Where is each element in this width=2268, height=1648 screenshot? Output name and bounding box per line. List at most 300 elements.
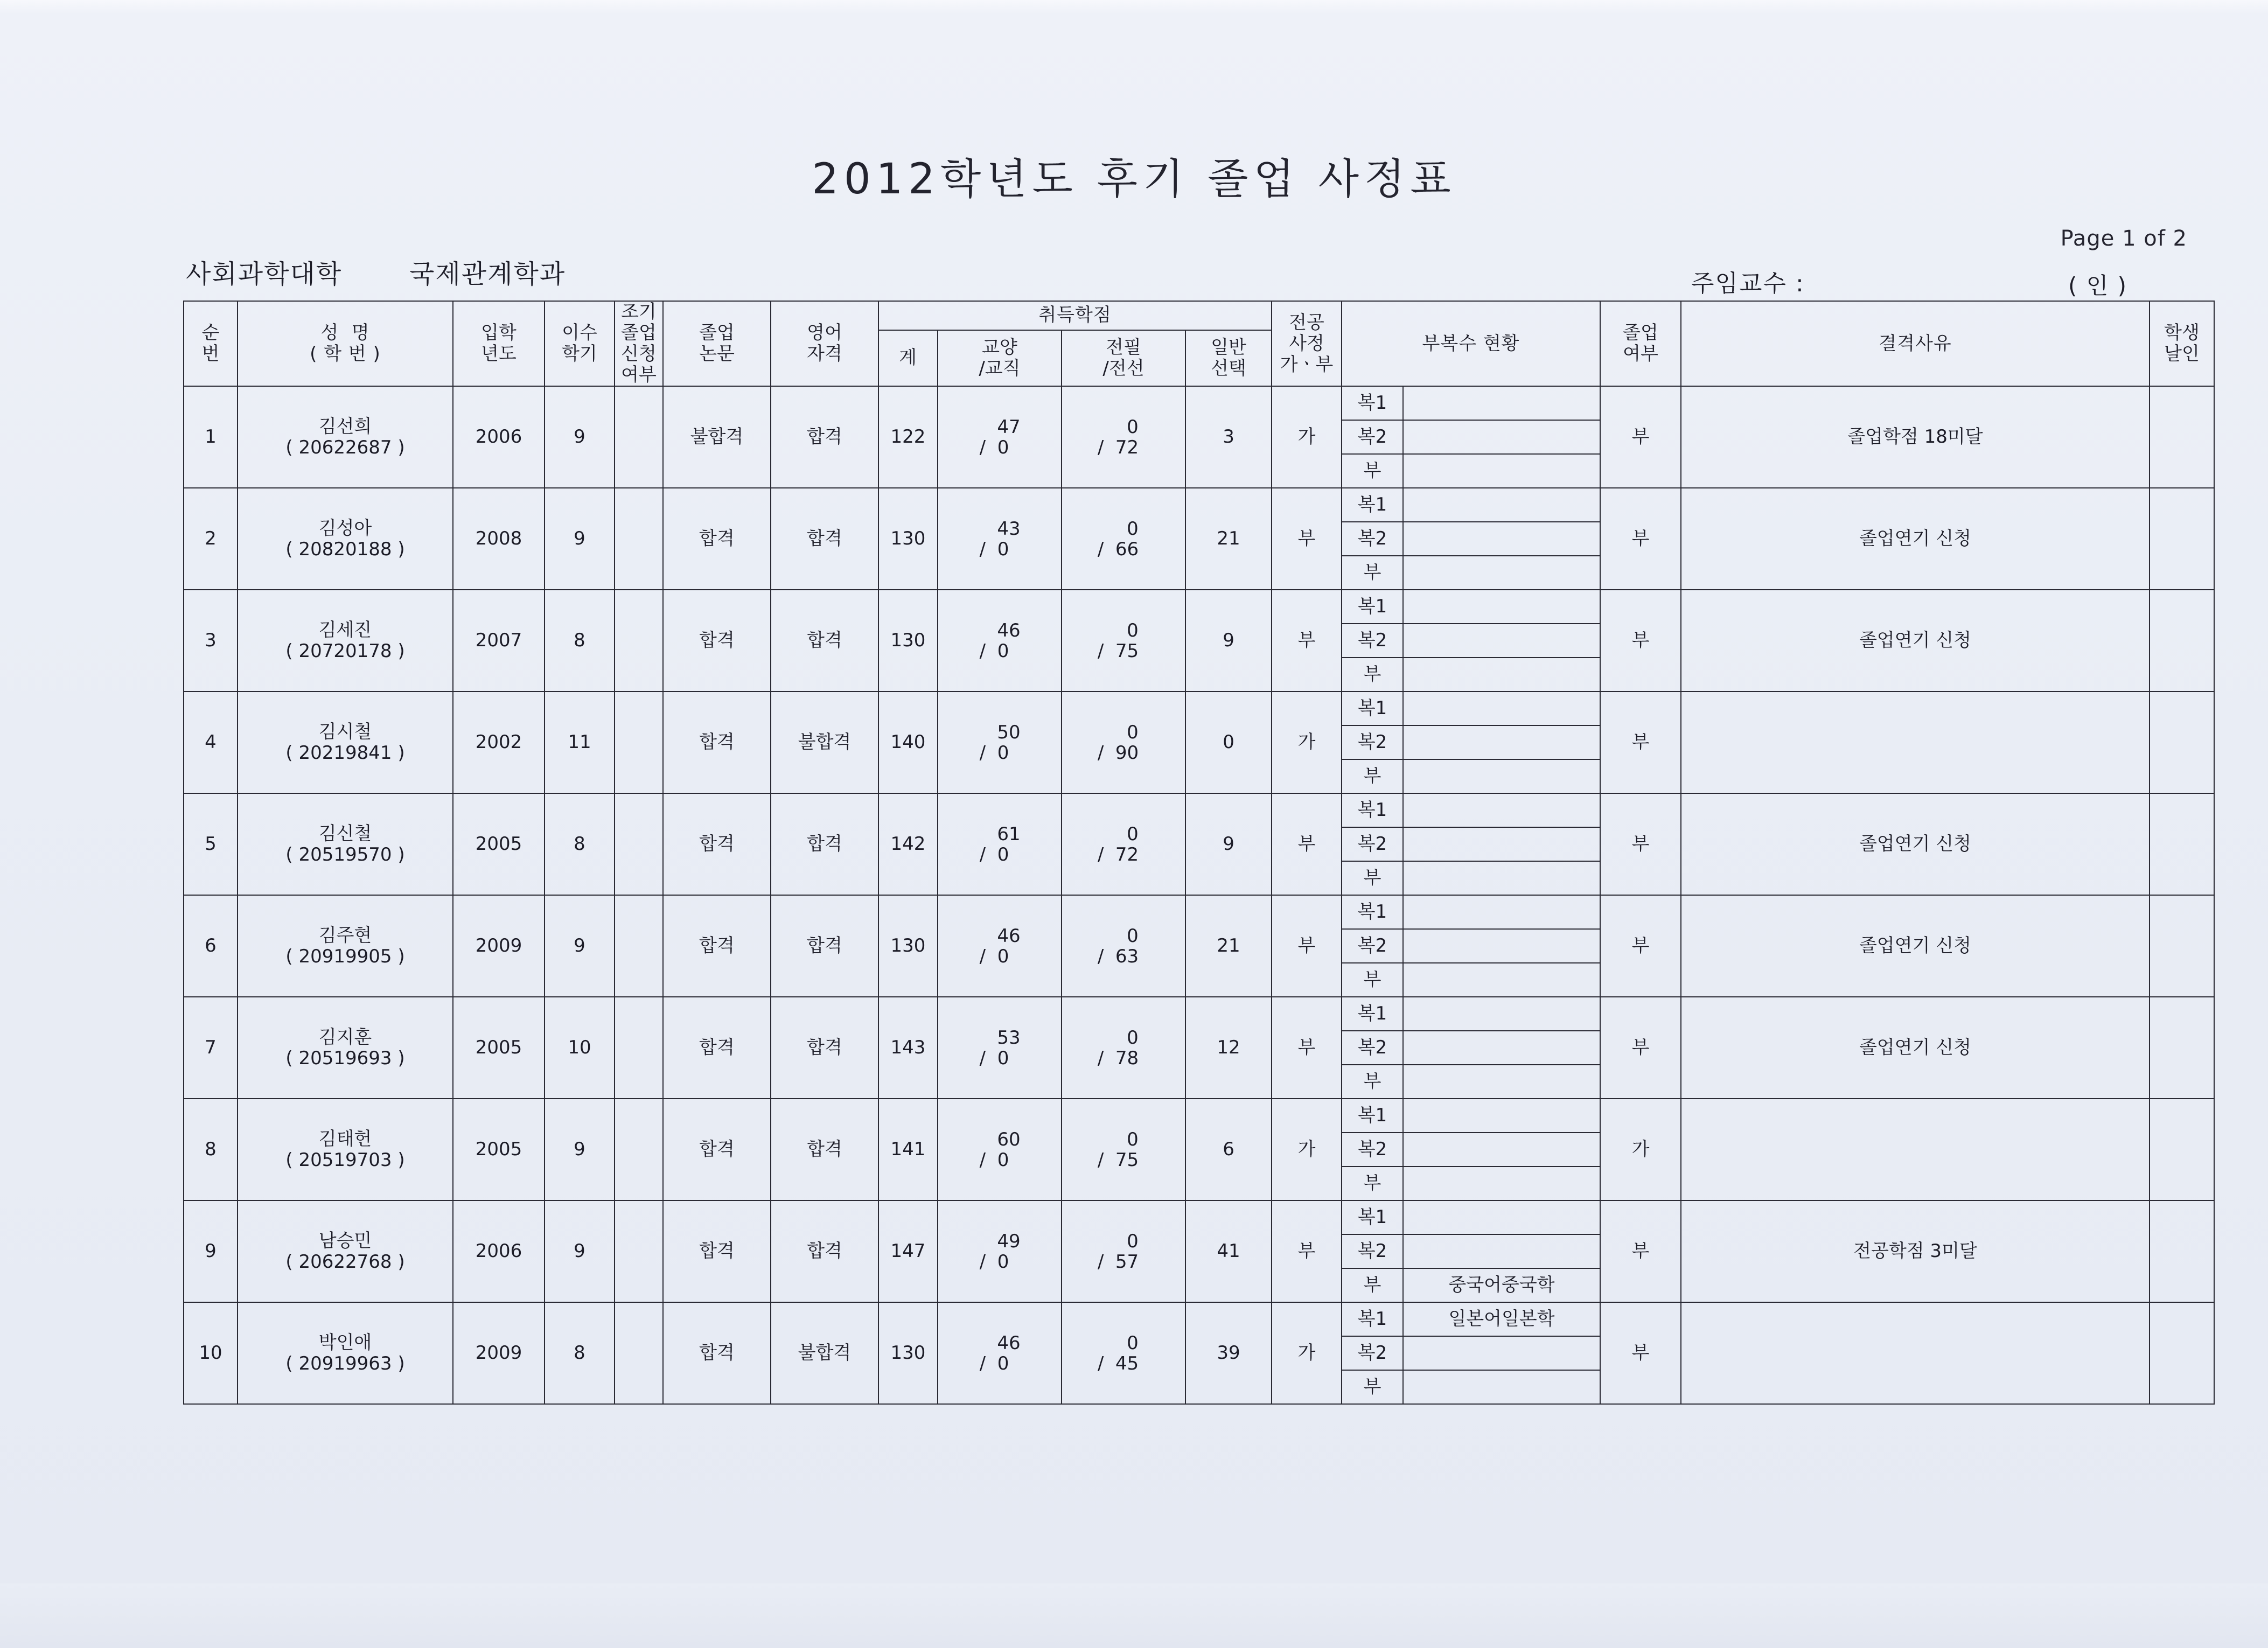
th-name: 성 명 ( 학 번 ) bbox=[238, 301, 453, 386]
cell-english: 합격 bbox=[771, 590, 878, 692]
cell-english: 합격 bbox=[771, 793, 878, 895]
table-row bbox=[184, 895, 2214, 997]
th-reason: 결격사유 bbox=[1681, 301, 2150, 386]
cell-name bbox=[238, 1302, 453, 1404]
credits-major-top: 0 bbox=[1127, 1026, 1139, 1049]
cell-credits-total: 130 bbox=[878, 590, 938, 692]
page-indicator: Page 1 of 2 bbox=[2060, 226, 2187, 251]
bok2-value bbox=[1403, 827, 1600, 861]
credits-liberal-top: 49 bbox=[997, 1230, 1021, 1252]
cell-reason: 졸업연기 신청 bbox=[1681, 997, 2150, 1099]
bok1-value: 일본어일본학 bbox=[1403, 1303, 1600, 1336]
cell-major-eval: 부 bbox=[1272, 997, 1342, 1099]
bok1-label: 복1 bbox=[1342, 692, 1403, 725]
student-name: 남승민 bbox=[318, 1230, 372, 1252]
cell-credits-major bbox=[1062, 1200, 1185, 1302]
cell-early-graduation bbox=[615, 386, 663, 488]
cell-reason: 전공학점 3미달 bbox=[1681, 1200, 2150, 1302]
bu-label: 부 bbox=[1342, 861, 1403, 895]
bu-value bbox=[1403, 1167, 1600, 1200]
bu-value bbox=[1403, 658, 1600, 691]
bok2-value bbox=[1403, 929, 1600, 963]
bu-value bbox=[1403, 1065, 1600, 1098]
bok2-label: 복2 bbox=[1342, 827, 1403, 861]
cell-credits-total: 140 bbox=[878, 692, 938, 793]
cell-early-graduation bbox=[615, 793, 663, 895]
professor-signature-label: 주임교수 : bbox=[1691, 270, 1805, 297]
bok2-label: 복2 bbox=[1342, 1336, 1403, 1370]
cell-admission-year: 2007 bbox=[453, 590, 545, 692]
cell-student-seal bbox=[2150, 692, 2214, 793]
cell-credits-major bbox=[1062, 997, 1185, 1099]
bok2-label: 복2 bbox=[1342, 624, 1403, 658]
cell-credits-free: 9 bbox=[1185, 590, 1272, 692]
cell-credits-free: 21 bbox=[1185, 895, 1272, 997]
bok2-label: 복2 bbox=[1342, 1133, 1403, 1167]
credits-major-bottom: / 57 bbox=[1097, 1251, 1139, 1273]
student-name: 김선희 bbox=[318, 415, 372, 437]
credits-liberal-bottom: / 0 bbox=[979, 742, 1009, 764]
cell-semesters: 9 bbox=[545, 895, 615, 997]
bok1-value bbox=[1403, 692, 1600, 725]
cell-credits-total: 130 bbox=[878, 895, 938, 997]
cell-student-seal bbox=[2150, 895, 2214, 997]
bok2-value bbox=[1403, 1336, 1600, 1370]
bok1-value bbox=[1403, 896, 1600, 929]
cell-english: 불합격 bbox=[771, 1302, 878, 1404]
th-credits-liberal: 교양 /교직 bbox=[938, 330, 1062, 387]
cell-reason: 졸업연기 신청 bbox=[1681, 488, 2150, 590]
cell-no: 1 bbox=[184, 386, 238, 488]
cell-name bbox=[238, 1200, 453, 1302]
bu-value bbox=[1403, 454, 1600, 487]
cell-name bbox=[238, 386, 453, 488]
cell-credits-total: 147 bbox=[878, 1200, 938, 1302]
bok1-value bbox=[1403, 794, 1600, 827]
cell-student-seal bbox=[2150, 997, 2214, 1099]
cell-graduation: 부 bbox=[1600, 1302, 1681, 1404]
cell-credits-major bbox=[1062, 590, 1185, 692]
bok1-label: 복1 bbox=[1342, 1099, 1403, 1133]
cell-credits-major bbox=[1062, 1099, 1185, 1200]
cell-credits-total: 141 bbox=[878, 1099, 938, 1200]
student-name: 김시철 bbox=[318, 721, 372, 743]
cell-reason: 졸업연기 신청 bbox=[1681, 895, 2150, 997]
cell-early-graduation bbox=[615, 997, 663, 1099]
cell-thesis: 합격 bbox=[663, 895, 771, 997]
cell-thesis: 합격 bbox=[663, 793, 771, 895]
student-id: ( 20519703 ) bbox=[285, 1149, 405, 1171]
credits-major-bottom: / 72 bbox=[1097, 436, 1139, 458]
cell-thesis: 합격 bbox=[663, 997, 771, 1099]
cell-student-seal bbox=[2150, 488, 2214, 590]
cell-thesis: 합격 bbox=[663, 488, 771, 590]
cell-credits-free: 0 bbox=[1185, 692, 1272, 793]
college-name: 사회과학대학 bbox=[186, 259, 343, 289]
student-name: 김신철 bbox=[318, 822, 372, 844]
cell-major-eval: 가 bbox=[1272, 1302, 1342, 1404]
student-name: 김지훈 bbox=[318, 1026, 372, 1048]
cell-no: 5 bbox=[184, 793, 238, 895]
credits-liberal-bottom: / 0 bbox=[979, 1352, 1009, 1374]
bu-value bbox=[1403, 861, 1600, 895]
cell-admission-year: 2005 bbox=[453, 793, 545, 895]
credits-major-bottom: / 63 bbox=[1097, 945, 1139, 967]
cell-semesters: 9 bbox=[545, 1200, 615, 1302]
cell-admission-year: 2008 bbox=[453, 488, 545, 590]
bu-label: 부 bbox=[1342, 1167, 1403, 1200]
bu-label: 부 bbox=[1342, 963, 1403, 996]
student-name: 김주현 bbox=[318, 924, 372, 946]
cell-credits-liberal bbox=[938, 895, 1062, 997]
student-name: 김성아 bbox=[318, 517, 372, 539]
cell-no: 9 bbox=[184, 1200, 238, 1302]
credits-major-top: 0 bbox=[1127, 1230, 1139, 1252]
cell-thesis: 합격 bbox=[663, 692, 771, 793]
th-credits-group: 취득학점 bbox=[878, 301, 1272, 330]
student-id: ( 20622768 ) bbox=[285, 1251, 405, 1273]
cell-no: 4 bbox=[184, 692, 238, 793]
bok2-value bbox=[1403, 522, 1600, 556]
cell-no: 3 bbox=[184, 590, 238, 692]
cell-admission-year: 2002 bbox=[453, 692, 545, 793]
th-major-eval: 전공 사정 가ㆍ부 bbox=[1272, 301, 1342, 386]
credits-liberal-bottom: / 0 bbox=[979, 1047, 1009, 1069]
credits-major-bottom: / 72 bbox=[1097, 843, 1139, 865]
table-row bbox=[184, 692, 2214, 793]
cell-credits-free: 6 bbox=[1185, 1099, 1272, 1200]
cell-english: 합격 bbox=[771, 895, 878, 997]
bu-value bbox=[1403, 759, 1600, 793]
cell-semesters: 9 bbox=[545, 488, 615, 590]
student-id: ( 20519570 ) bbox=[285, 843, 405, 865]
cell-credits-liberal bbox=[938, 692, 1062, 793]
cell-credits-free: 9 bbox=[1185, 793, 1272, 895]
cell-credits-major bbox=[1062, 488, 1185, 590]
bok1-label: 복1 bbox=[1342, 387, 1403, 420]
bok2-value bbox=[1403, 624, 1600, 658]
cell-semesters: 8 bbox=[545, 590, 615, 692]
cell-name bbox=[238, 895, 453, 997]
credits-major-bottom: / 78 bbox=[1097, 1047, 1139, 1069]
credits-major-bottom: / 90 bbox=[1097, 742, 1139, 764]
student-name: 김태헌 bbox=[318, 1128, 372, 1150]
credits-liberal-top: 46 bbox=[997, 925, 1021, 947]
cell-reason bbox=[1681, 1099, 2150, 1200]
bu-label: 부 bbox=[1342, 658, 1403, 691]
credits-liberal-top: 60 bbox=[997, 1128, 1021, 1150]
cell-student-seal bbox=[2150, 1200, 2214, 1302]
cell-english: 합격 bbox=[771, 1099, 878, 1200]
bok1-value bbox=[1403, 1201, 1600, 1234]
bu-label: 부 bbox=[1342, 454, 1403, 487]
cell-no: 8 bbox=[184, 1099, 238, 1200]
bok2-label: 복2 bbox=[1342, 725, 1403, 759]
cell-reason bbox=[1681, 692, 2150, 793]
cell-graduation: 부 bbox=[1600, 692, 1681, 793]
bu-value bbox=[1403, 556, 1600, 589]
cell-credits-liberal bbox=[938, 488, 1062, 590]
student-id: ( 20622687 ) bbox=[285, 436, 405, 458]
cell-credits-total: 130 bbox=[878, 488, 938, 590]
cell-double-major bbox=[1342, 386, 1600, 488]
credits-major-top: 0 bbox=[1127, 518, 1139, 540]
cell-credits-free: 3 bbox=[1185, 386, 1272, 488]
table-row bbox=[184, 386, 2214, 488]
cell-credits-free: 12 bbox=[1185, 997, 1272, 1099]
table-row bbox=[184, 997, 2214, 1099]
credits-liberal-top: 46 bbox=[997, 619, 1021, 641]
cell-credits-liberal bbox=[938, 590, 1062, 692]
cell-credits-liberal bbox=[938, 386, 1062, 488]
credits-liberal-bottom: / 0 bbox=[979, 945, 1009, 967]
cell-credits-free: 41 bbox=[1185, 1200, 1272, 1302]
cell-major-eval: 부 bbox=[1272, 895, 1342, 997]
th-semesters: 이수 학기 bbox=[545, 301, 615, 386]
cell-admission-year: 2006 bbox=[453, 386, 545, 488]
bok2-label: 복2 bbox=[1342, 929, 1403, 963]
cell-major-eval: 부 bbox=[1272, 488, 1342, 590]
cell-credits-total: 130 bbox=[878, 1302, 938, 1404]
credits-liberal-bottom: / 0 bbox=[979, 1149, 1009, 1171]
cell-admission-year: 2005 bbox=[453, 1099, 545, 1200]
cell-thesis: 불합격 bbox=[663, 386, 771, 488]
cell-early-graduation bbox=[615, 590, 663, 692]
cell-credits-major bbox=[1062, 1302, 1185, 1404]
th-thesis: 졸업 논문 bbox=[663, 301, 771, 386]
credits-liberal-bottom: / 0 bbox=[979, 436, 1009, 458]
cell-semesters: 9 bbox=[545, 1099, 615, 1200]
cell-semesters: 11 bbox=[545, 692, 615, 793]
credits-liberal-top: 61 bbox=[997, 823, 1021, 845]
cell-double-major bbox=[1342, 590, 1600, 692]
table-row bbox=[184, 793, 2214, 895]
cell-major-eval: 부 bbox=[1272, 590, 1342, 692]
cell-credits-total: 143 bbox=[878, 997, 938, 1099]
bok2-label: 복2 bbox=[1342, 522, 1403, 556]
department-name: 국제관계학과 bbox=[409, 259, 566, 289]
cell-student-seal bbox=[2150, 1099, 2214, 1200]
cell-graduation: 부 bbox=[1600, 793, 1681, 895]
cell-admission-year: 2005 bbox=[453, 997, 545, 1099]
credits-major-bottom: / 75 bbox=[1097, 1149, 1139, 1171]
bok2-value bbox=[1403, 725, 1600, 759]
cell-double-major bbox=[1342, 1200, 1600, 1302]
student-id: ( 20919905 ) bbox=[285, 945, 405, 967]
bok2-value bbox=[1403, 1031, 1600, 1065]
cell-student-seal bbox=[2150, 590, 2214, 692]
cell-double-major bbox=[1342, 1302, 1600, 1404]
bok2-label: 복2 bbox=[1342, 1234, 1403, 1268]
credits-major-top: 0 bbox=[1127, 721, 1139, 743]
cell-graduation: 가 bbox=[1600, 1099, 1681, 1200]
credits-major-bottom: / 45 bbox=[1097, 1352, 1139, 1374]
table-row bbox=[184, 1099, 2214, 1200]
credits-major-top: 0 bbox=[1127, 925, 1139, 947]
cell-student-seal bbox=[2150, 1302, 2214, 1404]
cell-thesis: 합격 bbox=[663, 1099, 771, 1200]
cell-english: 합격 bbox=[771, 997, 878, 1099]
cell-graduation: 부 bbox=[1600, 1200, 1681, 1302]
cell-credits-free: 21 bbox=[1185, 488, 1272, 590]
table-row bbox=[184, 1200, 2214, 1302]
cell-no: 7 bbox=[184, 997, 238, 1099]
bok2-value bbox=[1403, 1234, 1600, 1268]
credits-liberal-top: 46 bbox=[997, 1332, 1021, 1354]
cell-credits-major bbox=[1062, 895, 1185, 997]
cell-no: 6 bbox=[184, 895, 238, 997]
bok1-label: 복1 bbox=[1342, 1303, 1403, 1336]
cell-no: 10 bbox=[184, 1302, 238, 1404]
bok1-label: 복1 bbox=[1342, 488, 1403, 522]
credits-major-top: 0 bbox=[1127, 416, 1139, 438]
cell-credits-liberal bbox=[938, 997, 1062, 1099]
bu-value bbox=[1403, 1370, 1600, 1403]
credits-liberal-top: 43 bbox=[997, 518, 1021, 540]
cell-name bbox=[238, 793, 453, 895]
cell-semesters: 8 bbox=[545, 793, 615, 895]
th-early-graduation: 조기 졸업 신청 여부 bbox=[615, 301, 663, 386]
credits-liberal-top: 50 bbox=[997, 721, 1021, 743]
cell-early-graduation bbox=[615, 692, 663, 793]
cell-name bbox=[238, 1099, 453, 1200]
bu-value bbox=[1403, 963, 1600, 996]
th-no: 순 번 bbox=[184, 301, 238, 386]
th-english: 영어 자격 bbox=[771, 301, 878, 386]
cell-name bbox=[238, 997, 453, 1099]
cell-reason: 졸업연기 신청 bbox=[1681, 590, 2150, 692]
seal-label: ( 인 ) bbox=[2068, 273, 2128, 299]
bok1-label: 복1 bbox=[1342, 794, 1403, 827]
cell-admission-year: 2009 bbox=[453, 895, 545, 997]
cell-graduation: 부 bbox=[1600, 590, 1681, 692]
cell-credits-major bbox=[1062, 692, 1185, 793]
cell-graduation: 부 bbox=[1600, 997, 1681, 1099]
bu-label: 부 bbox=[1342, 1370, 1403, 1403]
bok2-label: 복2 bbox=[1342, 1031, 1403, 1065]
th-graduation: 졸업 여부 bbox=[1600, 301, 1681, 386]
cell-thesis: 합격 bbox=[663, 1200, 771, 1302]
student-name: 김세진 bbox=[318, 619, 372, 641]
table-body bbox=[184, 386, 2214, 1404]
credits-liberal-bottom: / 0 bbox=[979, 1251, 1009, 1273]
cell-early-graduation bbox=[615, 488, 663, 590]
cell-major-eval: 가 bbox=[1272, 1099, 1342, 1200]
th-credits-free: 일반 선택 bbox=[1185, 330, 1272, 387]
cell-graduation: 부 bbox=[1600, 895, 1681, 997]
student-name: 박인애 bbox=[318, 1331, 372, 1353]
th-student-seal: 학생 날인 bbox=[2150, 301, 2214, 386]
cell-credits-major bbox=[1062, 793, 1185, 895]
cell-major-eval: 가 bbox=[1272, 386, 1342, 488]
student-id: ( 20919963 ) bbox=[285, 1352, 405, 1374]
credits-liberal-top: 53 bbox=[997, 1026, 1021, 1049]
cell-admission-year: 2006 bbox=[453, 1200, 545, 1302]
student-id: ( 20519693 ) bbox=[285, 1047, 405, 1069]
cell-credits-total: 122 bbox=[878, 386, 938, 488]
cell-semesters: 10 bbox=[545, 997, 615, 1099]
bok1-value bbox=[1403, 488, 1600, 522]
credits-major-bottom: / 66 bbox=[1097, 538, 1139, 560]
graduation-table bbox=[183, 301, 2215, 1405]
bu-value: 중국어중국학 bbox=[1403, 1268, 1600, 1302]
bok1-value bbox=[1403, 997, 1600, 1031]
cell-early-graduation bbox=[615, 1200, 663, 1302]
bu-label: 부 bbox=[1342, 759, 1403, 793]
cell-credits-liberal bbox=[938, 1200, 1062, 1302]
table-row bbox=[184, 590, 2214, 692]
th-double-major: 부복수 현황 bbox=[1342, 301, 1600, 386]
cell-english: 불합격 bbox=[771, 692, 878, 793]
bok1-label: 복1 bbox=[1342, 896, 1403, 929]
credits-major-top: 0 bbox=[1127, 823, 1139, 845]
cell-english: 합격 bbox=[771, 386, 878, 488]
cell-reason: 졸업학점 18미달 bbox=[1681, 386, 2150, 488]
credits-major-bottom: / 75 bbox=[1097, 640, 1139, 662]
cell-english: 합격 bbox=[771, 1200, 878, 1302]
credits-major-top: 0 bbox=[1127, 1128, 1139, 1150]
bok1-value bbox=[1403, 590, 1600, 624]
bok1-label: 복1 bbox=[1342, 1201, 1403, 1234]
cell-double-major bbox=[1342, 895, 1600, 997]
th-admission-year: 입학 년도 bbox=[453, 301, 545, 386]
cell-double-major bbox=[1342, 692, 1600, 793]
cell-double-major bbox=[1342, 793, 1600, 895]
cell-major-eval: 가 bbox=[1272, 692, 1342, 793]
cell-thesis: 합격 bbox=[663, 1302, 771, 1404]
bu-label: 부 bbox=[1342, 1065, 1403, 1098]
student-id: ( 20219841 ) bbox=[285, 742, 405, 764]
bu-label: 부 bbox=[1342, 556, 1403, 589]
cell-credits-liberal bbox=[938, 1099, 1062, 1200]
cell-double-major bbox=[1342, 488, 1600, 590]
cell-credits-total: 142 bbox=[878, 793, 938, 895]
bok1-value bbox=[1403, 387, 1600, 420]
th-credits-major: 전필 /전선 bbox=[1062, 330, 1185, 387]
credits-major-top: 0 bbox=[1127, 1332, 1139, 1354]
cell-name bbox=[238, 692, 453, 793]
cell-english: 합격 bbox=[771, 488, 878, 590]
cell-graduation: 부 bbox=[1600, 386, 1681, 488]
credits-liberal-bottom: / 0 bbox=[979, 843, 1009, 865]
cell-early-graduation bbox=[615, 895, 663, 997]
table-row bbox=[184, 488, 2214, 590]
cell-credits-major bbox=[1062, 386, 1185, 488]
table-head bbox=[184, 301, 2214, 386]
bok1-value bbox=[1403, 1099, 1600, 1133]
credits-liberal-bottom: / 0 bbox=[979, 640, 1009, 662]
page-title: 2012학년도 후기 졸업 사정표 bbox=[812, 155, 1456, 204]
cell-semesters: 9 bbox=[545, 386, 615, 488]
cell-no: 2 bbox=[184, 488, 238, 590]
cell-thesis: 합격 bbox=[663, 590, 771, 692]
credits-liberal-bottom: / 0 bbox=[979, 538, 1009, 560]
cell-student-seal bbox=[2150, 793, 2214, 895]
credits-liberal-top: 47 bbox=[997, 416, 1021, 438]
cell-name bbox=[238, 590, 453, 692]
bok2-label: 복2 bbox=[1342, 420, 1403, 454]
cell-early-graduation bbox=[615, 1302, 663, 1404]
cell-name bbox=[238, 488, 453, 590]
cell-reason bbox=[1681, 1302, 2150, 1404]
bok1-label: 복1 bbox=[1342, 590, 1403, 624]
table-row bbox=[184, 1302, 2214, 1404]
student-id: ( 20720178 ) bbox=[285, 640, 405, 662]
cell-admission-year: 2009 bbox=[453, 1302, 545, 1404]
cell-early-graduation bbox=[615, 1099, 663, 1200]
th-credits-total: 계 bbox=[878, 330, 938, 387]
bok2-value bbox=[1403, 1133, 1600, 1167]
